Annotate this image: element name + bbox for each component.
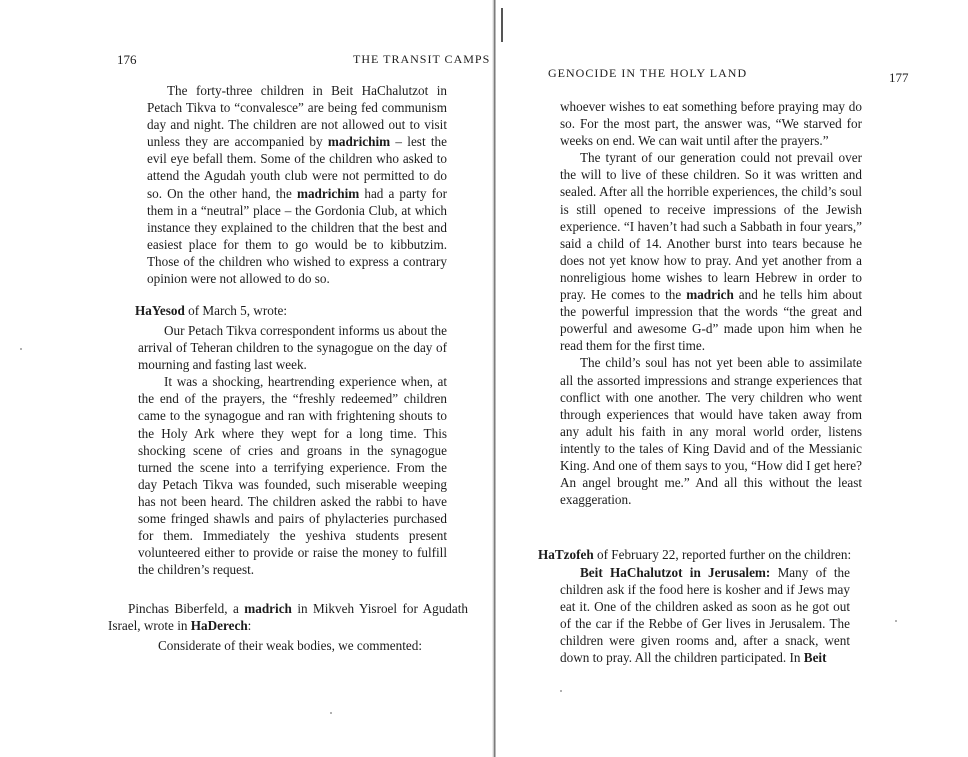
paragraph-childs-soul (560, 354, 862, 508)
right-running-header: GENOCIDE IN THE HOLY LAND (548, 66, 748, 80)
left-body-top (147, 82, 447, 287)
text-run: Pinchas Biberfeld, a (128, 601, 245, 616)
left-quote-block (138, 322, 447, 578)
bold-term: madrich (686, 287, 734, 303)
bold-term: madrichim (296, 185, 360, 201)
bold-term: madrich (244, 601, 292, 616)
left-running-header: THE TRANSIT CAMPS (353, 52, 491, 66)
book-gutter (492, 0, 496, 757)
bold-term: Beit (803, 650, 827, 666)
bold-term: HaDerech (190, 618, 248, 634)
text-run: whoever wishes to eat something before praying may do so. For the most part, the answer was, “We starved for weeks on end. We can wait until after the prayers.” (560, 99, 862, 149)
scan-speck (20, 348, 22, 350)
text-run: The tyrant of our generation could not prevail over the will to live of these children. So it was written and sealed. After all the horrible experiences, the child’s soul is still opened to receive impressions of the Jewish experience. “I haven’t had such a Sabbath in four years,” said a child of 14. Another burst into tears because he does not yet know how to pray. And yet another from a nonreligious home wishes to learn Hebrew in order to pray. He comes to the (560, 150, 862, 303)
left-page-number: 176 (117, 52, 137, 67)
paragraph-whoever-wishes (560, 98, 862, 149)
paragraph-jerusalem (560, 564, 850, 667)
text-run: Considerate of their weak bodies, we commented: (158, 638, 423, 653)
right-body-jerusalem (560, 564, 850, 667)
bold-term: madrichim (327, 134, 391, 150)
right-page (497, 0, 968, 757)
right-page-number: 177 (889, 70, 909, 85)
text-run: and he tells him about the powerful impression that the words “the great and powerful and awesome G-d” made upon him when he read them for the first time. (560, 287, 862, 354)
paragraph-hayesod-intro (135, 302, 447, 319)
text-run: It was a shocking, heartrending experience when, at the end of the prayers, the “freshly redeemed” children came to the synagogue and ran with frightening shouts to the Holy Ark where they wept for a long time. This shocking scene of cries and groans in the synagogue turned the scene into a terrifying experience. From the day Petach Tikva was founded, such miserable weeping has not been heard. The children asked the rabbi to have some fringed shawls and pairs of phylacteries purchased for them. Immediately the yeshiva students present volunteered either to provide or raise the money to fulfill the children’s request. (138, 374, 447, 578)
left-body-hayesod (135, 302, 447, 319)
left-body-biberfeld (108, 600, 468, 634)
scan-speck (560, 690, 562, 692)
text-run: : (247, 618, 252, 634)
paragraph-shocking-experience (138, 373, 447, 578)
text-run: Many of the children ask if the food here is kosher and if Jews may eat it. One of the children asked as soon as he got out of the car if the Rebbe of Ger lives in Jerusalem. The children were given rooms and, after a snack, went down to pray. All the children participated. In (560, 565, 850, 666)
text-run: Our Petach Tikva correspondent informs us about the arrival of Teheran children to the synagogue on the day of mourning and fasting last week. (138, 323, 447, 373)
right-body-hatzofeh (538, 546, 878, 563)
scan-speck (895, 620, 897, 622)
paragraph-tyrant (560, 149, 862, 354)
paragraph-beit-hachalutzot (147, 82, 447, 287)
text-run: had a party for them in a “neutral” place – the Gordonia Club, at which instance they explained to the children that the best and easiest place for them to go would be to kibbutzim. Those of the children who wished to express a contrary opinion were not allowed to do so. (147, 185, 447, 287)
bold-term: Beit HaChalutzot in Jerusalem: (580, 565, 771, 580)
paragraph-hatzofeh-intro (538, 546, 878, 563)
bold-term: HaYesod (135, 303, 185, 318)
bold-term: HaTzofeh (538, 547, 594, 562)
text-run: of February 22, reported further on the children: (593, 547, 852, 562)
right-body-top (560, 98, 862, 508)
text-run: in Mikveh Yisroel for Agudath Israel, wrote in (108, 601, 468, 634)
left-body-considerate (158, 637, 458, 654)
paragraph-considerate (158, 637, 458, 654)
paragraph-biberfeld (108, 600, 468, 634)
text-run: The forty-three children in Beit HaChalutzot in Petach Tikva to “convalesce” are being fed communism day and night. The children are not allowed out to visit unless they are accompanied by (147, 83, 447, 150)
text-run: of March 5, wrote: (184, 303, 287, 318)
paragraph-petach-tikva-quote (138, 322, 447, 373)
text-run: The child’s soul has not yet been able to assimilate all the assorted impressions and strange experiences that conflict with one another. The very children who went through experiences that would have taken away from any adult his faith in any moral world order, listens intently to the tales of King David and of the Messianic King. And one of them says to you, “How did I get here? An angel brought me.” And all this without the least exaggeration. (560, 355, 862, 508)
scan-speck (330, 712, 332, 714)
text-run: – lest the evil eye befall them. Some of the children who asked to attend the Agudah youth club were not permitted to do so. On the other hand, the (147, 134, 447, 201)
